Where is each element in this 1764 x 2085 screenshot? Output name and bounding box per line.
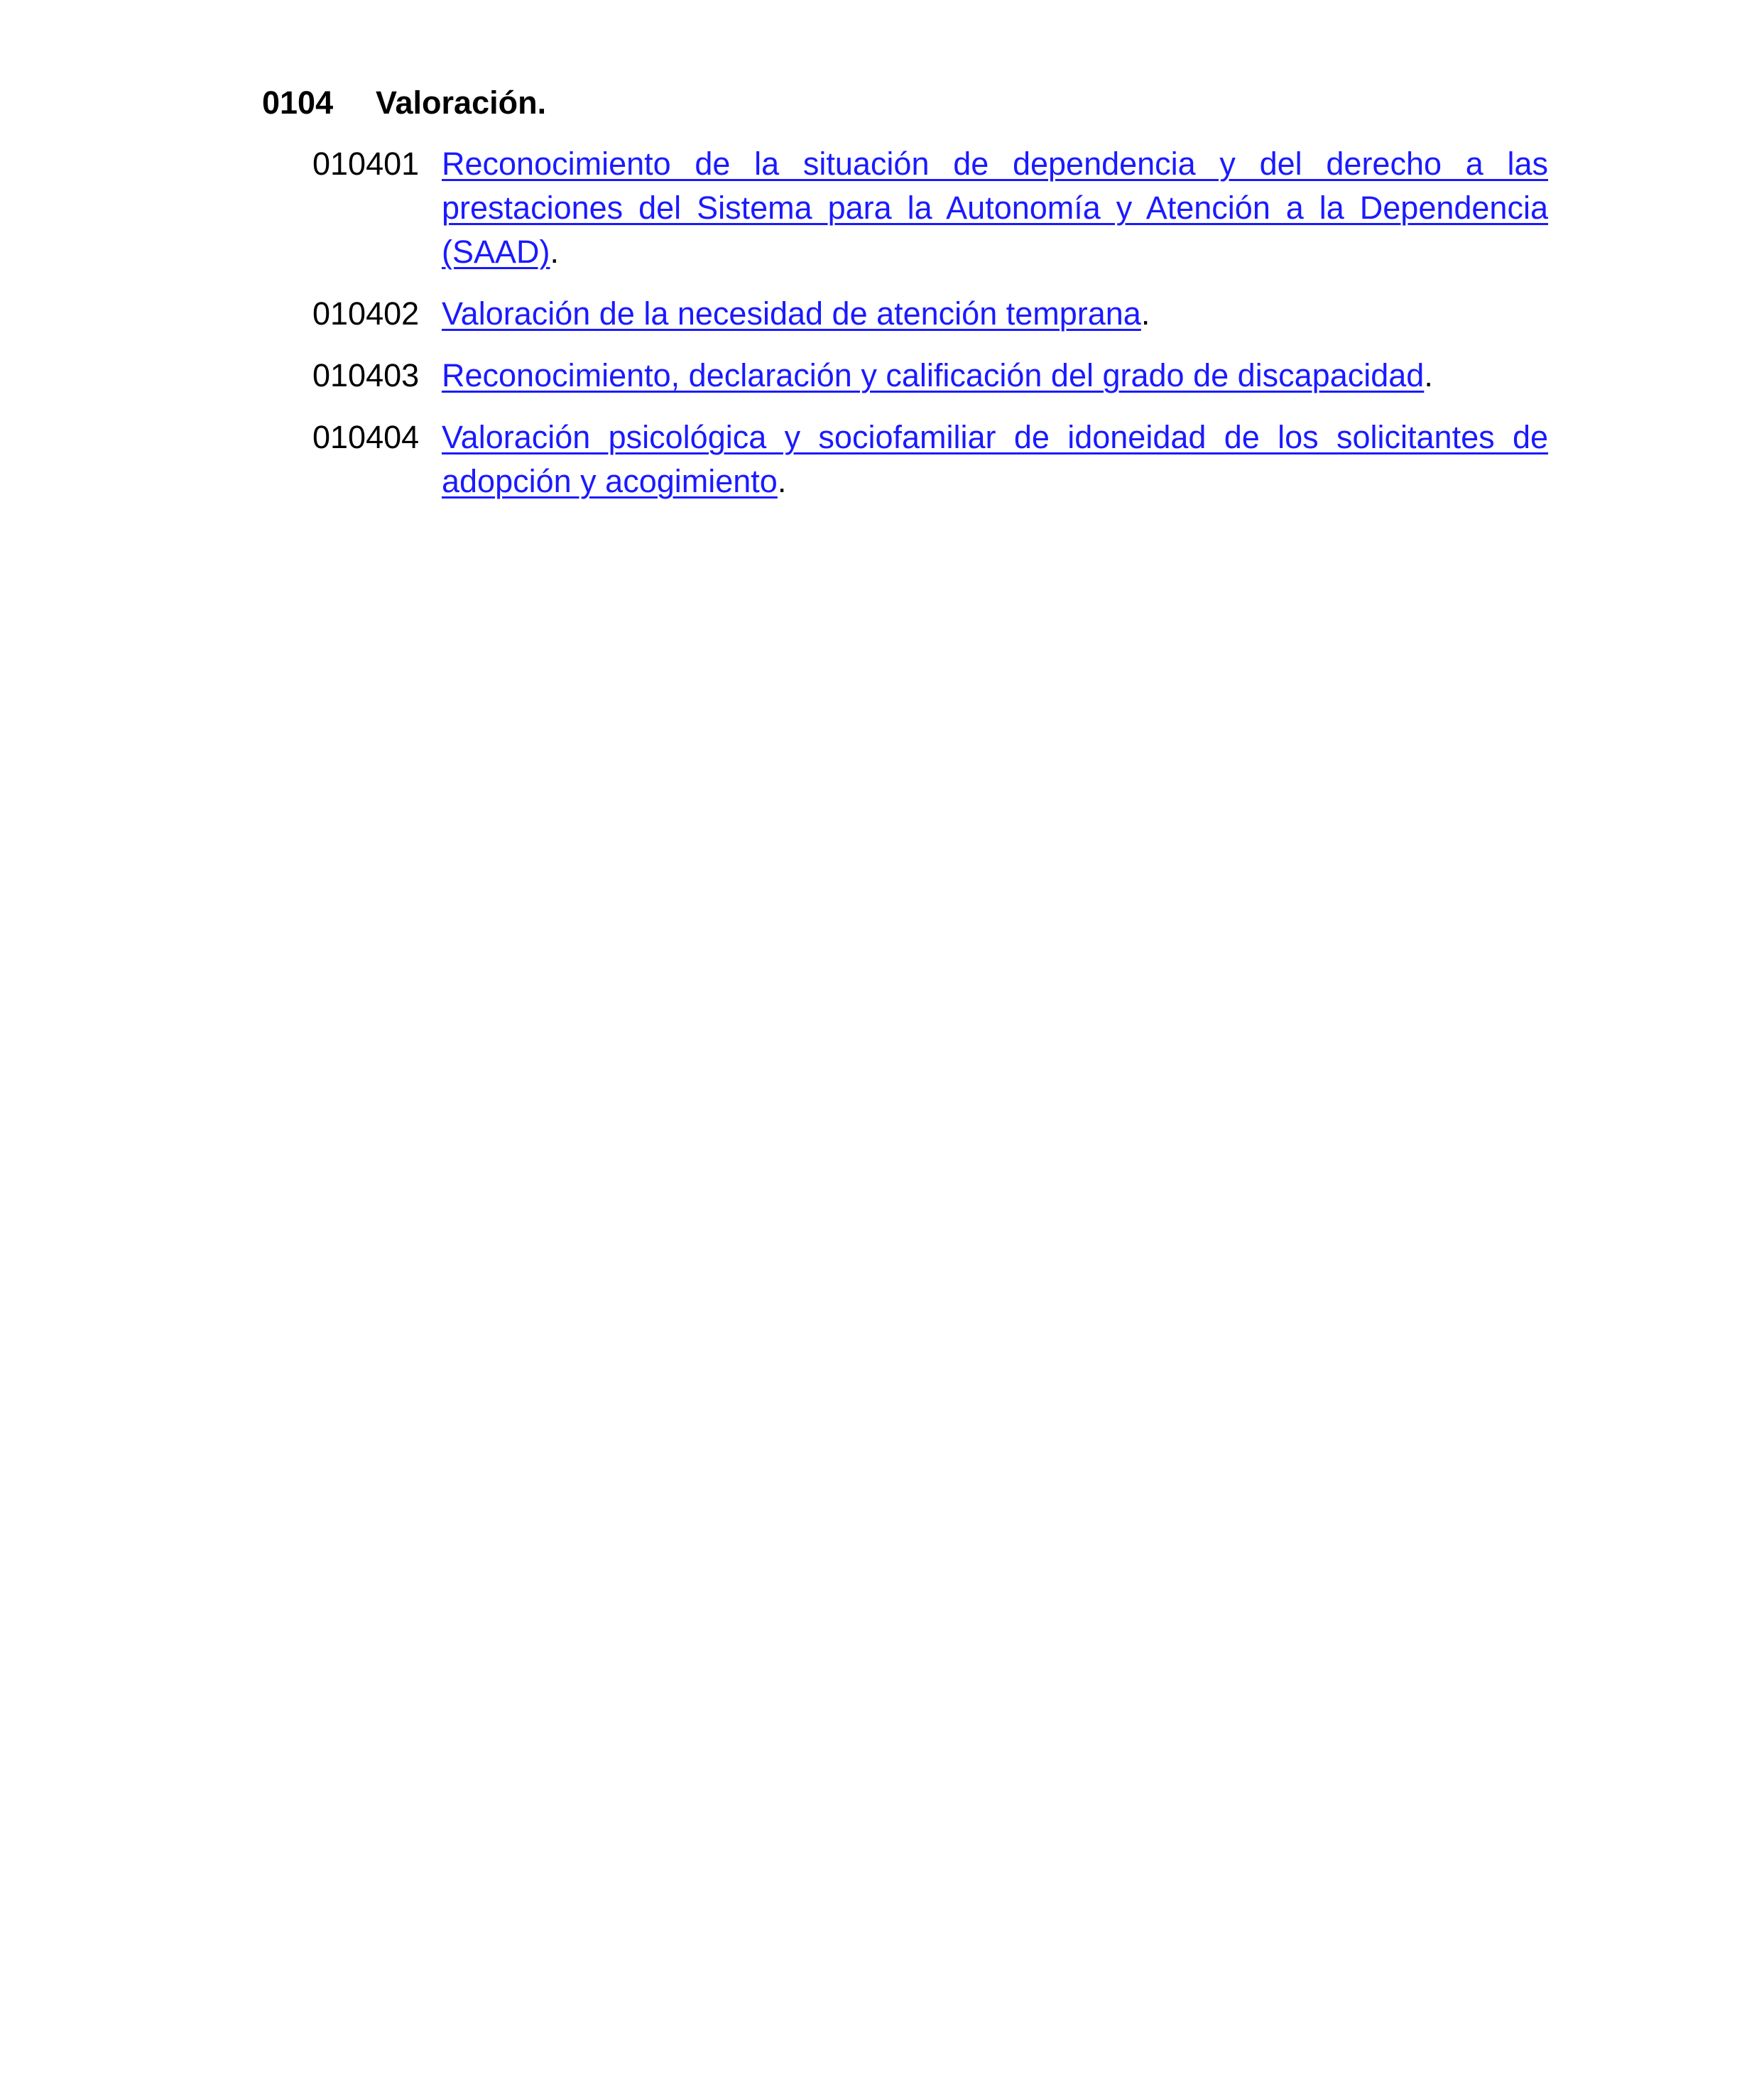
section-heading <box>262 81 546 125</box>
entry-suffix: . <box>1140 295 1150 332</box>
entry-link[interactable]: Valoración psicológica y sociofamiliar de idoneidad de los solicitantes de adopción y acogimiento <box>442 419 1548 499</box>
entry-number: 010404 <box>312 419 420 455</box>
entry-number: 010402 <box>312 295 420 332</box>
entry-link[interactable]: Valoración de la necesidad de atención temprana <box>442 295 1141 332</box>
entry-text <box>442 415 1548 503</box>
entry-suffix: . <box>777 463 787 499</box>
entry-number: 010403 <box>312 357 420 393</box>
section-code: 0104 <box>262 85 334 121</box>
entry-suffix: . <box>550 234 560 270</box>
entry-text <box>442 292 1548 336</box>
list-item <box>312 292 1548 336</box>
list-item <box>312 142 1548 274</box>
entry-suffix: . <box>1424 357 1433 393</box>
list-item <box>312 415 1548 503</box>
entry-link[interactable]: Reconocimiento de la situación de dependencia y del derecho a las prestaciones del Sistema para la Autonomía y Atención a la Dependencia (SAAD) <box>442 146 1548 270</box>
entry-link[interactable]: Reconocimiento, declaración y calificación del grado de discapacidad <box>442 357 1425 393</box>
entry-text <box>442 142 1548 274</box>
section-title: Valoración. <box>376 85 547 121</box>
entry-list <box>312 142 1548 521</box>
entry-number: 010401 <box>312 146 420 182</box>
list-item <box>312 354 1548 398</box>
entry-text <box>442 354 1548 398</box>
